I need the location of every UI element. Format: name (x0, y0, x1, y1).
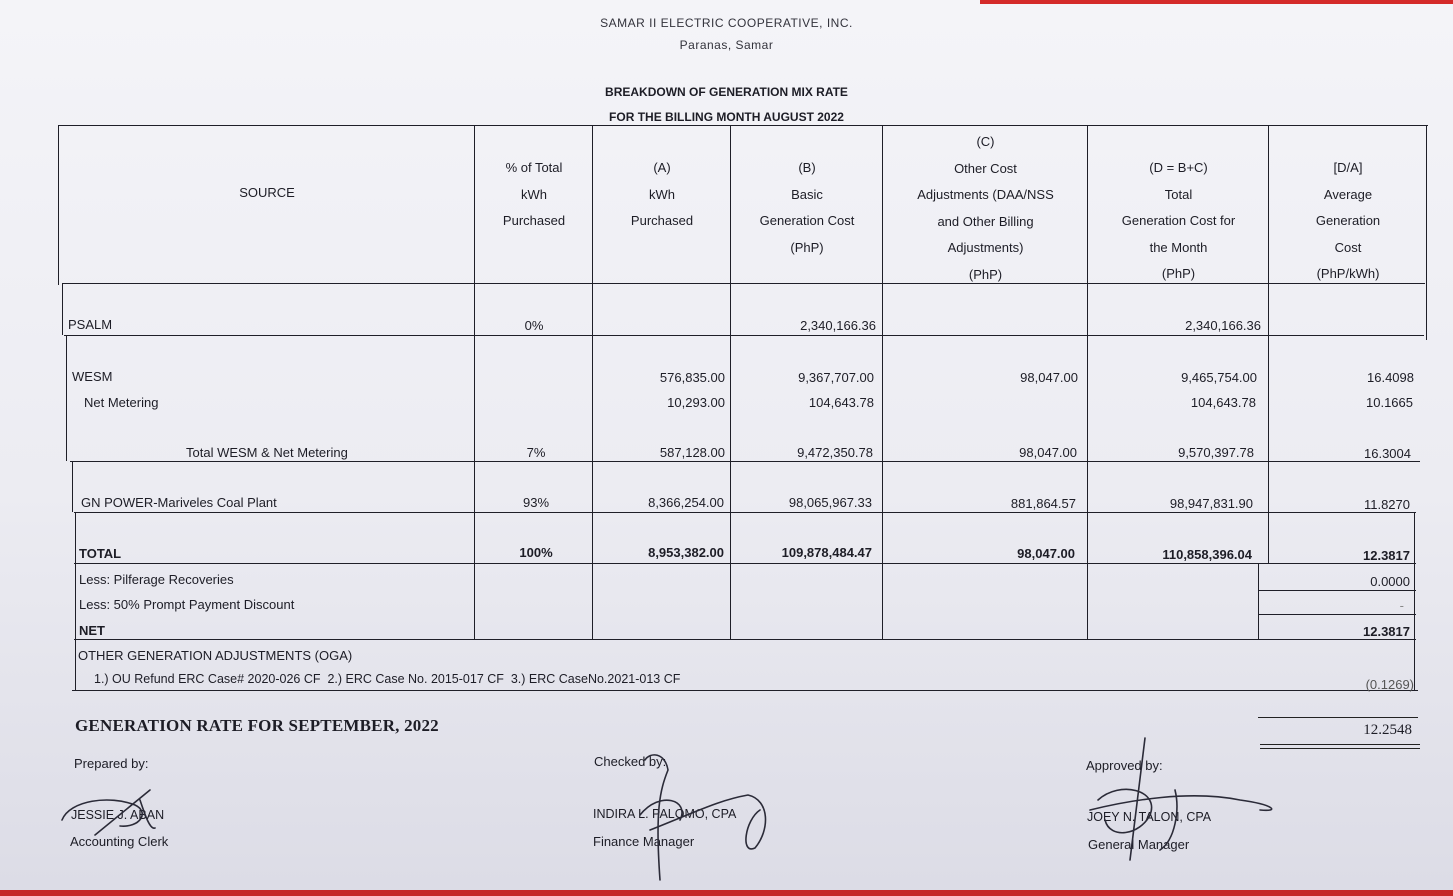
pct-value: 100% (519, 545, 553, 560)
source-label: TOTAL (79, 546, 122, 561)
basic-cost-value: 98,065,967.33 (788, 495, 872, 510)
average-cost-value: 16.4098 (1367, 370, 1414, 385)
basic-cost-value: 9,472,350.78 (797, 445, 873, 460)
approved-by-name: JOEY N. TALON, CPA (1087, 810, 1212, 824)
other-cost-value: 98,047.00 (1020, 370, 1078, 385)
total-cost-value: 110,858,396.04 (1162, 547, 1252, 562)
approved-by-label: Approved by: (1086, 758, 1163, 773)
source-label: GN POWER-Mariveles Coal Plant (81, 495, 277, 510)
pct-value: 0% (524, 318, 544, 333)
oga-title: OTHER GENERATION ADJUSTMENTS (OGA) (78, 648, 353, 663)
source-label: WESM (72, 369, 113, 384)
kwh-value: 10,293.00 (667, 395, 725, 410)
header-a: (A) kWh Purchased (630, 160, 694, 228)
other-cost-value: 98,047.00 (1019, 445, 1077, 460)
other-cost-value: 881,864.57 (1010, 496, 1076, 511)
rate-top-rule (1258, 717, 1418, 718)
kwh-value: 587,128.00 (659, 445, 725, 460)
average-cost-value: 12.3817 (1363, 624, 1410, 639)
document-subtitle: FOR THE BILLING MONTH AUGUST 2022 (609, 110, 844, 124)
rate-double-rule (1260, 744, 1420, 749)
kwh-value: 8,953,382.00 (648, 545, 724, 560)
basic-cost-value: 104,643.78 (808, 395, 874, 410)
average-cost-value: 12.3817 (1363, 548, 1410, 563)
prepared-by-name: JESSIE J. ABAN (71, 808, 165, 822)
kwh-value: 8,366,254.00 (648, 495, 724, 510)
oga-detail: 1.) OU Refund ERC Case# 2020-026 CF 2.) ERC Case No. 2015-017 CF 3.) ERC CaseNo.2021-013 CF (94, 672, 681, 686)
header-pct: % of Total kWh Purchased (502, 160, 566, 228)
generation-rate-title: GENERATION RATE FOR SEPTEMBER, 2022 (75, 716, 439, 735)
header-d: (D = B+C) Total Generation Cost for the Month (PhP) (1121, 160, 1236, 281)
organization-name: SAMAR II ELECTRIC COOPERATIVE, INC. (600, 16, 853, 30)
total-cost-value: 104,643.78 (1190, 395, 1256, 410)
average-cost-value: - (1399, 598, 1404, 613)
red-edge-bottom (0, 890, 1453, 896)
pct-value: 7% (526, 445, 546, 460)
checked-by-title: Finance Manager (593, 834, 695, 849)
average-cost-value: 0.0000 (1370, 574, 1410, 589)
header-source: SOURCE (239, 185, 295, 200)
average-cost-value: 10.1665 (1366, 395, 1413, 410)
prepared-by-title: Accounting Clerk (70, 834, 169, 849)
oga-value: (0.1269) (1365, 677, 1414, 692)
basic-cost-value: 9,367,707.00 (798, 370, 874, 385)
pct-value: 93% (522, 495, 550, 510)
header-b: (B) Basic Generation Cost (PhP) (759, 160, 855, 255)
total-cost-value: 2,340,166.36 (1185, 318, 1261, 333)
average-cost-value: 11.8270 (1363, 497, 1410, 512)
kwh-value: 576,835.00 (659, 370, 725, 385)
source-label: PSALM (68, 317, 113, 332)
red-edge-top (980, 0, 1453, 4)
average-cost-value: 16.3004 (1364, 446, 1411, 461)
checked-by-name: INDIRA L. PALOMO, CPA (593, 807, 737, 821)
approved-by-title: General Manager (1088, 837, 1190, 852)
source-label: Less: 50% Prompt Payment Discount (79, 597, 295, 612)
other-cost-value: 98,047.00 (1017, 546, 1075, 561)
source-label: Total WESM & Net Metering (186, 445, 348, 460)
total-cost-value: 9,570,397.78 (1178, 445, 1254, 460)
basic-cost-value: 109,878,484.47 (781, 545, 872, 560)
source-label: NET (79, 623, 105, 638)
source-label: Less: Pilferage Recoveries (79, 572, 234, 587)
checked-by-label: Checked by: (594, 754, 667, 769)
source-label: Net Metering (84, 395, 159, 410)
generation-rate-value: 12.2548 (1363, 722, 1412, 738)
prepared-by-label: Prepared by: (74, 756, 149, 771)
header-c: (C) Other Cost Adjustments (DAA/NSS and Other Billing Adjustments) (PhP) (917, 134, 1054, 282)
basic-cost-value: 2,340,166.36 (800, 318, 876, 333)
organization-location: Paranas, Samar (679, 38, 774, 52)
total-cost-value: 98,947,831.90 (1169, 496, 1253, 511)
document-title: BREAKDOWN OF GENERATION MIX RATE (605, 85, 848, 99)
total-cost-value: 9,465,754.00 (1181, 370, 1257, 385)
header-e: [D/A] Average Generation Cost (PhP/kWh) (1315, 160, 1381, 281)
